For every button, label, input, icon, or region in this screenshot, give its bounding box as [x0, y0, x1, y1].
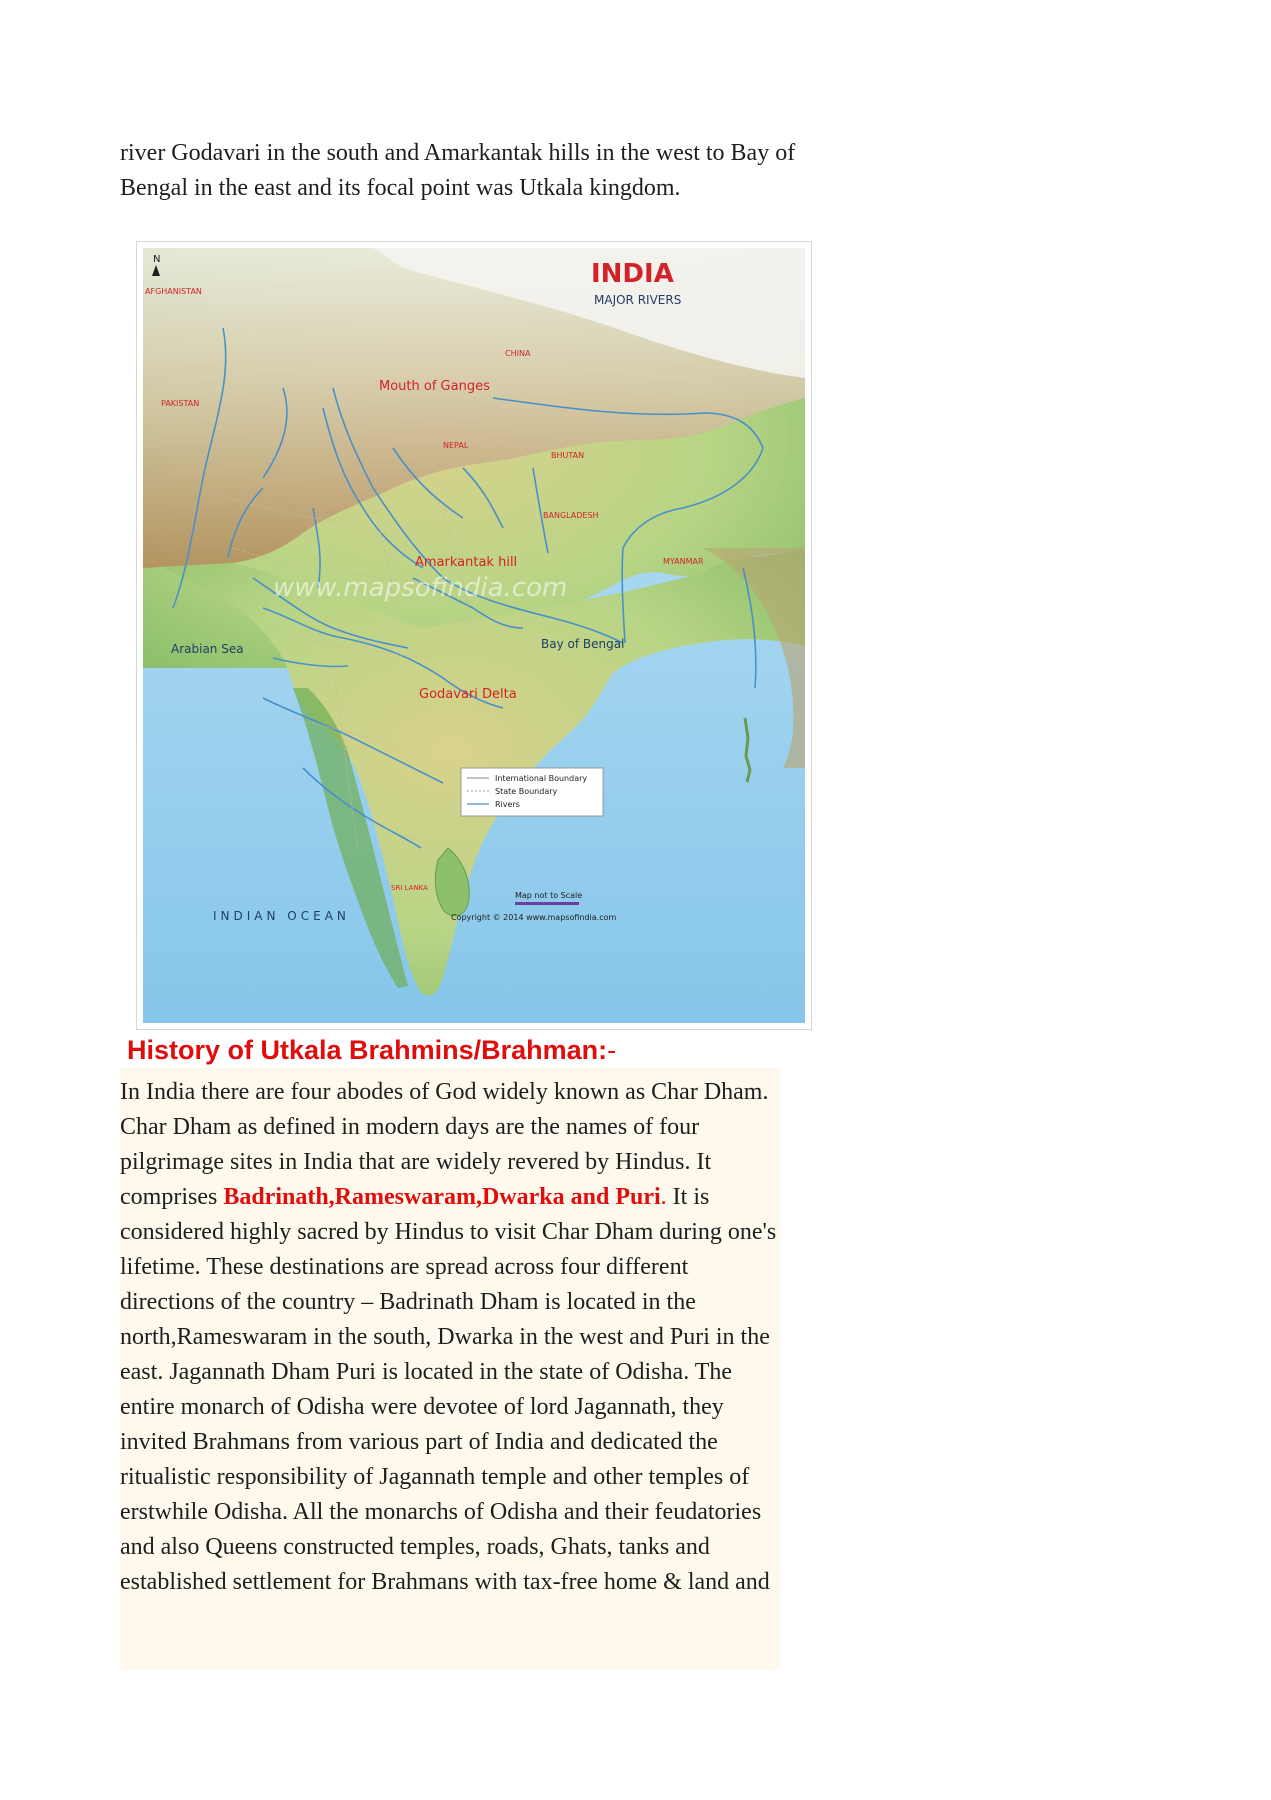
label-myanmar: MYANMAR	[663, 557, 704, 566]
map-scale-note: Map not to Scale	[515, 891, 583, 900]
map-copyright: Copyright © 2014 www.mapsofindia.com	[451, 913, 617, 922]
legend-state-boundary: State Boundary	[495, 787, 558, 796]
label-godavari-delta: Godavari Delta	[419, 687, 517, 702]
map-subtitle: MAJOR RIVERS	[594, 293, 682, 307]
label-pakistan: PAKISTAN	[161, 399, 200, 408]
map-title: INDIA	[591, 259, 674, 289]
map-watermark: www.mapsofindia.com	[273, 573, 568, 603]
body-text-part1: In India there are four abodes of God widely known as Char Dham. Char Dham as defined in modern days are the names of four pilgrimage sites in India that are widely revered by Hindus. It comprises	[120, 1079, 769, 1210]
label-indian-ocean: INDIAN OCEAN	[213, 909, 350, 923]
intro-paragraph: river Godavari in the south and Amarkantak hills in the west to Bay of Bengal in the east and its focal point was Utkala kingdom.	[120, 140, 796, 201]
label-bangladesh: BANGLADESH	[543, 511, 599, 520]
section-heading-dash: -	[607, 1035, 617, 1065]
label-nepal: NEPAL	[443, 441, 469, 450]
body-period: .	[660, 1184, 667, 1210]
label-arabian-sea: Arabian Sea	[171, 642, 244, 656]
map-color-scale	[515, 902, 579, 905]
body-text-part2: It is considered highly sacred by Hindus to visit Char Dham during one's lifetime. These destinations are spread across four different directions of the country – Badrinath Dham is located in the north,Rameswaram in the south, Dwarka in the west and Puri in the east. Jagannath Dham Puri is located in the state of Odisha. The entire monarch of Odisha were devotee of lord Jagannath, they invited Brahmans from various part of India and dedicated the ritualistic responsibility of Jagannath temple and other temples of erstwhile Odisha. All the monarchs of Odisha and their feudatories and also Queens constructed temples, roads, Ghats, tanks and established settlement for Brahmans with tax-free home & land and	[120, 1184, 777, 1595]
body-paragraph	[120, 1075, 786, 1600]
label-amarkantak-hill: Amarkantak hill	[415, 555, 518, 570]
label-sri-lanka: SRI LANKA	[391, 884, 428, 892]
india-rivers-map	[136, 241, 812, 1030]
legend-international-boundary: International Boundary	[495, 774, 588, 783]
label-mouth-of-ganges: Mouth of Ganges	[379, 379, 490, 394]
label-bay-of-bengal: Bay of Bengal	[541, 637, 625, 651]
legend-rivers: Rivers	[495, 800, 520, 809]
label-afghanistan: AFGHANISTAN	[145, 287, 202, 296]
section-heading-title: History of Utkala Brahmins/Brahman:	[127, 1035, 608, 1065]
section-heading	[127, 1031, 616, 1069]
label-china: CHINA	[505, 349, 531, 358]
label-bhutan: BHUTAN	[551, 451, 585, 460]
north-arrow-label: N	[153, 254, 161, 265]
body-char-dham-highlight: Badrinath,Rameswaram,Dwarka and Puri	[223, 1184, 661, 1210]
map-image	[143, 248, 805, 1023]
